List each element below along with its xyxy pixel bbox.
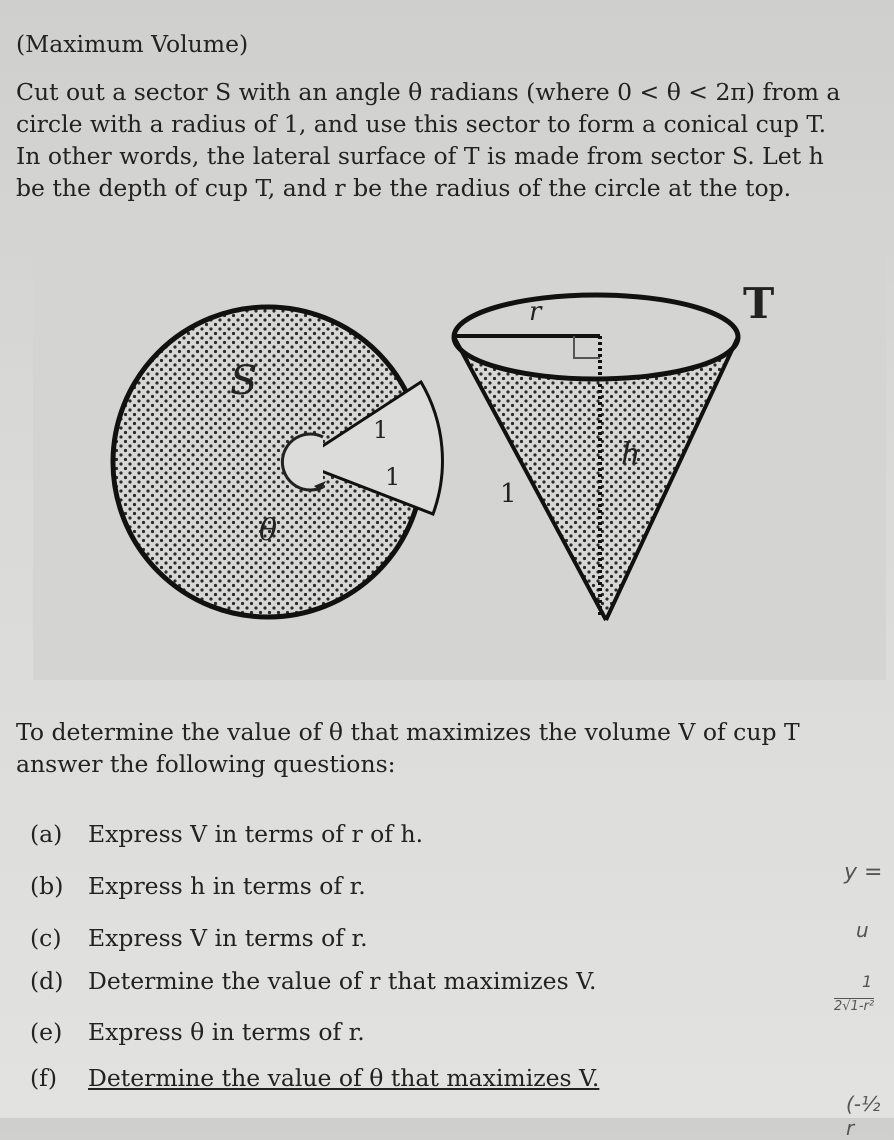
handwritten-note: 2√1-r²: [834, 999, 875, 1014]
label-one-slant: 1: [500, 479, 517, 509]
label-theta: θ: [259, 513, 278, 548]
question-text: Determine the value of r that maximizes V.: [88, 967, 597, 995]
label-S: S: [230, 358, 258, 404]
handwritten-notes: [804, 850, 894, 1140]
problem-intro: [16, 76, 876, 204]
intro-line: In other words, the lateral surface of T is made from sector S. Let h: [16, 142, 824, 170]
question-text: Express θ in terms of r.: [88, 1018, 365, 1046]
label-one-lower: 1: [385, 463, 401, 491]
prompt-line: To determine the value of θ that maximizes the volume V of cup T: [16, 718, 800, 746]
question-d: [30, 967, 596, 995]
handwritten-note: 1: [862, 972, 873, 991]
handwritten-note: y =: [844, 860, 883, 885]
question-text: Express V in terms of r.: [88, 924, 368, 952]
question-b: [30, 872, 366, 900]
question-label: (a): [30, 820, 63, 848]
question-text: Express V in terms of r of h.: [88, 820, 424, 848]
handwritten-note: u: [856, 918, 869, 942]
handwritten-note: (-½ r: [846, 1092, 881, 1140]
theta-arc: [282, 434, 323, 490]
question-text: Express h in terms of r.: [88, 872, 366, 900]
problem-prompt: [16, 716, 894, 780]
question-f: [30, 1064, 599, 1092]
label-T: T: [743, 279, 775, 328]
intro-line: Cut out a sector S with an angle θ radians (where 0 < θ < 2π) from a: [16, 78, 841, 106]
label-h: h: [621, 437, 641, 472]
question-e: [30, 1018, 365, 1046]
label-one-upper: 1: [373, 416, 389, 444]
label-r: r: [529, 297, 542, 327]
question-a: [30, 820, 423, 848]
intro-line: circle with a radius of 1, and use this sector to form a conical cup T.: [16, 110, 827, 138]
question-label: (e): [30, 1018, 63, 1046]
question-label: (b): [30, 872, 64, 900]
question-label: (f): [30, 1064, 58, 1092]
question-c: [30, 924, 368, 952]
question-label: (c): [30, 924, 62, 952]
cone-figure: [33, 232, 886, 680]
question-label: (d): [30, 967, 64, 995]
prompt-line: answer the following questions:: [16, 750, 396, 778]
problem-title: (Maximum Volume): [16, 30, 249, 58]
question-text: Determine the value of θ that maximizes V.: [88, 1064, 600, 1092]
intro-line: be the depth of cup T, and r be the radius of the circle at the top.: [16, 174, 792, 202]
